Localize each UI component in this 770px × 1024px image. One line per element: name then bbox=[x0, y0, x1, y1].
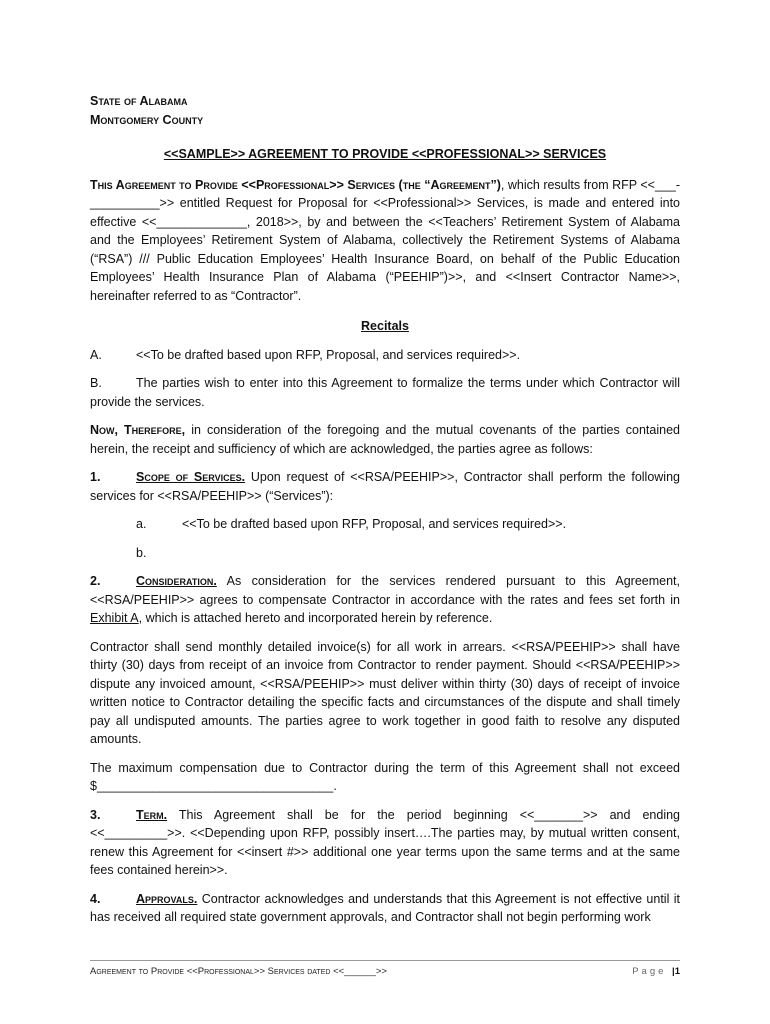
footer-document-title: Agreement to Provide <<Professional>> Services dated <<______>> bbox=[90, 966, 387, 977]
footer-page-label: Page bbox=[632, 966, 667, 977]
recital-b-label: B. bbox=[90, 376, 102, 390]
section-1-item-b bbox=[90, 544, 680, 563]
section-2-number: 2. bbox=[90, 574, 101, 588]
section-4-heading: Approvals. bbox=[136, 891, 198, 906]
intro-paragraph bbox=[90, 176, 680, 306]
section-2-invoice-paragraph: Contractor shall send monthly detailed invoice(s) for all work in arrears. <<RSA/PEEHIP>> shall have thirty (30) days from receipt of an invoice from Contractor to render payment. Should <<RSA/PEEHIP>> dispute any invoiced amount, <<RSA/PEEHIP>> must deliver within thirty (30) days of receipt of invoice written notice to Contractor detailing the specific facts and circumstances of the dispute and shall timely pay all undisputed amounts. The parties agree to work together in good faith to resolve any disputed amounts. bbox=[90, 639, 680, 746]
section-2-text-1: As consideration for the services rendered pursuant to this Agreement, <<RSA/PEEHIP>> agrees to compensate Contractor in accordance with the rates and fees set forth in bbox=[90, 574, 680, 607]
section-3-heading: Term. bbox=[136, 807, 168, 822]
footer-separator: | bbox=[672, 966, 675, 977]
recital-b-text: The parties wish to enter into this Agreement to formalize the terms under which Contractor will provide the services. bbox=[90, 376, 680, 409]
section-2-heading: Consideration. bbox=[136, 574, 217, 588]
recital-a bbox=[90, 346, 680, 365]
now-therefore-lead: Now, Therefore, bbox=[90, 423, 186, 437]
section-1-number: 1. bbox=[90, 470, 101, 484]
section-1-item-a bbox=[90, 515, 680, 534]
recital-a-label: A. bbox=[90, 347, 102, 362]
now-therefore-paragraph bbox=[90, 421, 680, 458]
recital-b bbox=[90, 374, 680, 411]
state-line: State of Alabama bbox=[90, 94, 188, 108]
section-1-item-a-text: <<To be drafted based upon RFP, Proposal, and services required>>. bbox=[182, 517, 567, 531]
section-1 bbox=[90, 468, 680, 505]
section-2 bbox=[90, 572, 680, 628]
section-3-number: 3. bbox=[90, 807, 101, 822]
section-4-text: Contractor acknowledges and understands that this Agreement is not effective until it has received all required state government approvals, and Contractor shall not begin performing work bbox=[90, 891, 680, 924]
exhibit-a-reference: Exhibit A bbox=[90, 611, 139, 625]
venue-block bbox=[90, 92, 680, 129]
now-therefore-text: in consideration of the foregoing and the mutual covenants of the parties contained herein, the receipt and sufficiency of which are acknowledged, the parties agree as follows: bbox=[90, 423, 680, 456]
intro-lead: This Agreement to Provide <<Professional>> Services (the “Agreement”) bbox=[90, 177, 501, 192]
section-1-heading: Scope of Services. bbox=[136, 470, 246, 484]
section-2-text-2: , which is attached hereto and incorporated herein by reference. bbox=[138, 611, 493, 625]
footer-page-number: 1 bbox=[674, 966, 680, 977]
section-2-max-compensation: The maximum compensation due to Contractor during the term of this Agreement shall not exceed $__________________________________. bbox=[90, 760, 680, 793]
footer-page-indicator bbox=[632, 966, 680, 977]
recitals-heading: Recitals bbox=[361, 319, 409, 333]
section-3-text: This Agreement shall be for the period beginning <<_______>> and ending <<_________>>. <<Depending upon RFP, possibly insert….The parties may, by mutual written consent, renew this Agreement for <<insert #>> additional one year terms upon the same terms and at the same fees contained herein>>. bbox=[90, 807, 680, 877]
county-line: Montgomery County bbox=[90, 112, 204, 127]
section-1-text: Upon request of <<RSA/PEEHIP>>, Contractor shall perform the following services for <<RSA/PEEHIP>> (“Services”): bbox=[90, 470, 680, 503]
document-body bbox=[90, 92, 680, 927]
agreement-title: <<SAMPLE>> AGREEMENT TO PROVIDE <<PROFESSIONAL>> SERVICES bbox=[163, 147, 607, 161]
page-footer bbox=[90, 960, 680, 977]
section-3 bbox=[90, 806, 680, 880]
section-4-number: 4. bbox=[90, 891, 101, 906]
recital-a-text: <<To be drafted based upon RFP, Proposal, and services required>>. bbox=[136, 347, 521, 362]
section-4 bbox=[90, 890, 680, 927]
intro-body: , which results from RFP <<___-__________>> entitled Request for Proposal for <<Professional>> Services, is made and entered into effective <<_____________, 2018>>, by and between the <<Teachers’ Retirement System of Alabama and the Employees’ Retirement System of Alabama, collectively the Retirement Systems of Alabama (“RSA”) /// Public Education Employees’ Health Insurance Board, on behalf of the Public Education Employees’ Health Insurance Plan of Alabama (“PEEHIP”)>>, and <<Insert Contractor Name>>, hereinafter referred to as “Contractor”. bbox=[90, 177, 680, 303]
section-1-item-b-label: b. bbox=[136, 545, 147, 560]
section-1-item-a-label: a. bbox=[136, 517, 147, 531]
